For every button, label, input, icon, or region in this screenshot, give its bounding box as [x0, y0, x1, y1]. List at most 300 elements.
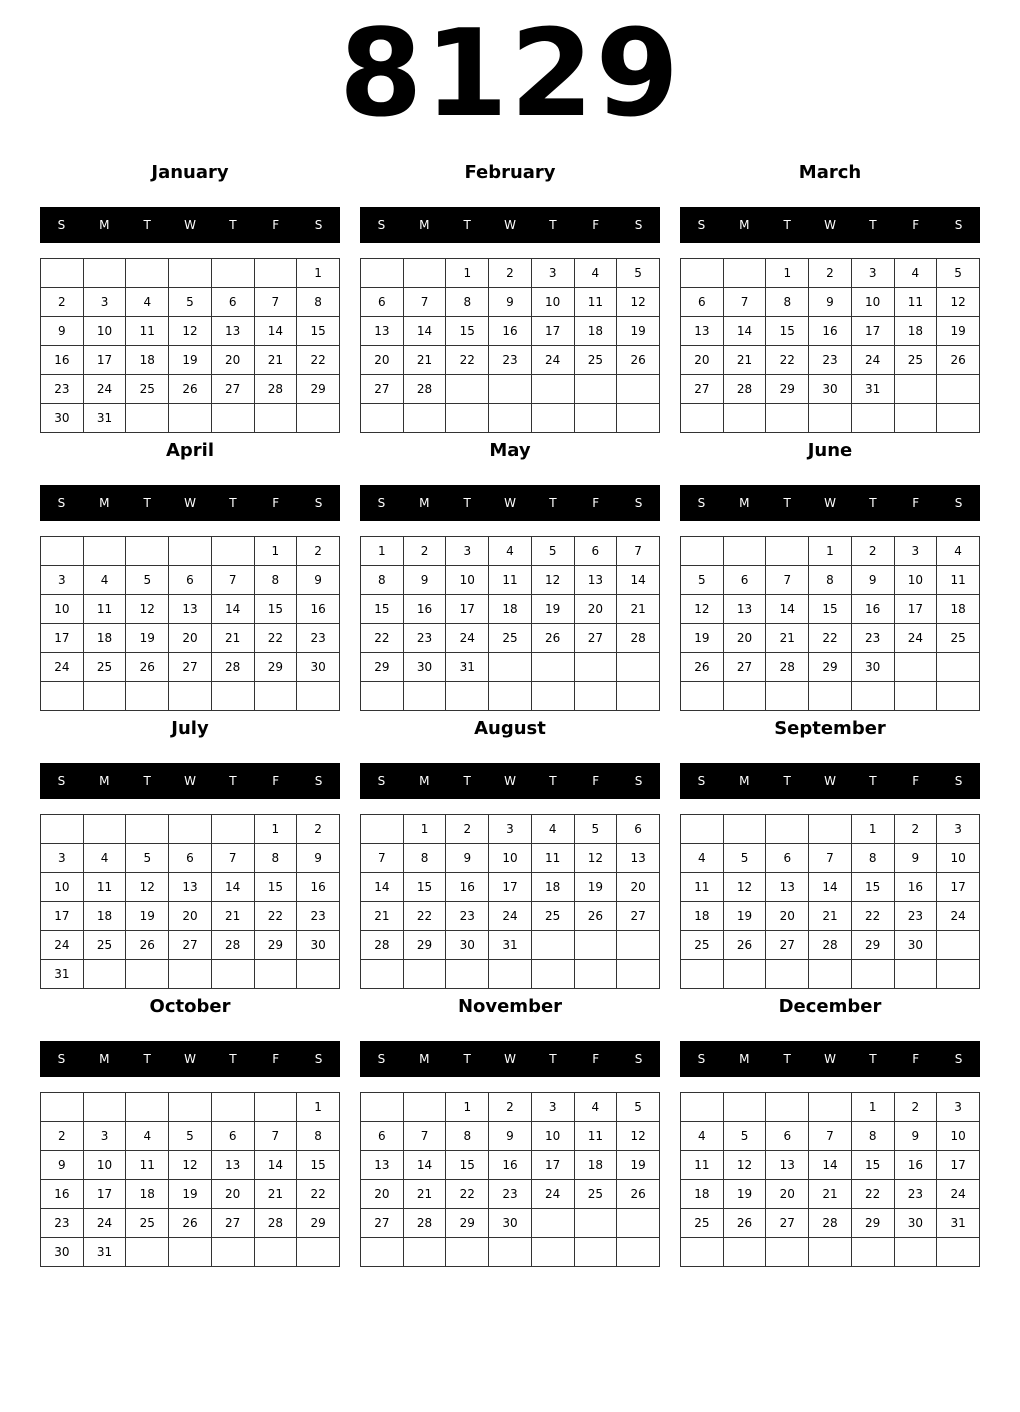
- day-cell: 7: [211, 844, 254, 873]
- day-cell: 30: [489, 1209, 532, 1238]
- day-cell: [723, 404, 766, 433]
- day-cell: 30: [297, 653, 340, 682]
- day-cell: 2: [894, 815, 937, 844]
- day-cell: 12: [126, 595, 169, 624]
- day-cell: 15: [403, 873, 446, 902]
- day-cell: 5: [681, 566, 724, 595]
- day-cell: [126, 1238, 169, 1267]
- day-cell: 3: [894, 537, 937, 566]
- week-row: [361, 1238, 660, 1267]
- day-cell: [723, 1238, 766, 1267]
- day-cell: 21: [254, 346, 297, 375]
- day-cell: [446, 375, 489, 404]
- day-cell: 1: [766, 259, 809, 288]
- week-row: [41, 566, 340, 595]
- day-cell: [531, 1209, 574, 1238]
- day-cell: [766, 682, 809, 711]
- day-cell: 27: [681, 375, 724, 404]
- day-cell: [403, 1238, 446, 1267]
- weekday-label: S: [634, 774, 643, 788]
- day-cell: 2: [446, 815, 489, 844]
- day-cell: 1: [446, 1093, 489, 1122]
- day-cell: 1: [361, 537, 404, 566]
- day-cell: [83, 682, 126, 711]
- day-cell: 7: [254, 1122, 297, 1151]
- day-cell: [574, 375, 617, 404]
- day-cell: 27: [766, 931, 809, 960]
- weekday-label: M: [99, 774, 110, 788]
- day-cell: [169, 259, 212, 288]
- day-cell: 23: [489, 1180, 532, 1209]
- day-cell: 10: [83, 1151, 126, 1180]
- day-cell: [531, 375, 574, 404]
- day-cell: 9: [489, 1122, 532, 1151]
- weekday-label: T: [869, 1052, 877, 1066]
- weekday-label: T: [229, 1052, 237, 1066]
- day-grid: [360, 1092, 660, 1267]
- day-cell: [169, 537, 212, 566]
- weekday-label: S: [314, 496, 323, 510]
- day-cell: 24: [894, 624, 937, 653]
- day-cell: 20: [681, 346, 724, 375]
- week-row: [681, 1122, 980, 1151]
- day-cell: 8: [254, 844, 297, 873]
- day-cell: 24: [531, 346, 574, 375]
- day-cell: 2: [851, 537, 894, 566]
- day-cell: 28: [361, 931, 404, 960]
- day-cell: 16: [489, 1151, 532, 1180]
- day-cell: [894, 1238, 937, 1267]
- day-cell: [169, 1238, 212, 1267]
- day-cell: 7: [211, 566, 254, 595]
- day-cell: [254, 404, 297, 433]
- weekday-label: F: [592, 496, 600, 510]
- day-cell: [83, 537, 126, 566]
- week-row: [681, 537, 980, 566]
- day-cell: 17: [531, 1151, 574, 1180]
- day-cell: 2: [41, 288, 84, 317]
- day-cell: [297, 1238, 340, 1267]
- day-cell: 26: [574, 902, 617, 931]
- weekday-label: M: [739, 218, 750, 232]
- weekday-label: W: [184, 1052, 196, 1066]
- week-row: [361, 375, 660, 404]
- day-grid: [680, 258, 980, 433]
- day-cell: 19: [574, 873, 617, 902]
- day-cell: 31: [489, 931, 532, 960]
- day-cell: 6: [766, 844, 809, 873]
- day-cell: [126, 682, 169, 711]
- weekday-label: W: [504, 774, 516, 788]
- day-cell: 2: [809, 259, 852, 288]
- day-cell: [851, 682, 894, 711]
- day-cell: 15: [809, 595, 852, 624]
- day-cell: 28: [403, 1209, 446, 1238]
- week-row: [361, 259, 660, 288]
- day-cell: 15: [851, 873, 894, 902]
- day-cell: 10: [851, 288, 894, 317]
- day-cell: 17: [446, 595, 489, 624]
- day-cell: 15: [446, 317, 489, 346]
- day-cell: 25: [489, 624, 532, 653]
- day-cell: 8: [851, 1122, 894, 1151]
- day-cell: 1: [254, 815, 297, 844]
- day-cell: 18: [531, 873, 574, 902]
- day-cell: 22: [254, 902, 297, 931]
- day-cell: 17: [83, 346, 126, 375]
- day-cell: 15: [361, 595, 404, 624]
- day-cell: [361, 1093, 404, 1122]
- day-cell: 28: [211, 931, 254, 960]
- day-cell: 24: [83, 375, 126, 404]
- day-cell: 20: [169, 902, 212, 931]
- day-cell: 18: [574, 317, 617, 346]
- week-row: [681, 873, 980, 902]
- weekday-header: [40, 763, 340, 799]
- day-cell: 22: [851, 902, 894, 931]
- day-cell: [211, 815, 254, 844]
- day-cell: 24: [83, 1209, 126, 1238]
- weekday-label: T: [463, 218, 471, 232]
- day-cell: [489, 960, 532, 989]
- weekday-label: T: [229, 218, 237, 232]
- day-cell: 16: [403, 595, 446, 624]
- weekday-label: F: [272, 1052, 280, 1066]
- day-cell: 30: [446, 931, 489, 960]
- day-cell: 11: [83, 873, 126, 902]
- day-cell: 28: [809, 931, 852, 960]
- day-cell: [403, 1093, 446, 1122]
- week-row: [41, 537, 340, 566]
- day-cell: 5: [126, 566, 169, 595]
- day-cell: 22: [403, 902, 446, 931]
- day-cell: 8: [297, 1122, 340, 1151]
- day-cell: 13: [361, 1151, 404, 1180]
- day-cell: 31: [937, 1209, 980, 1238]
- day-cell: 29: [254, 653, 297, 682]
- week-row: [361, 288, 660, 317]
- day-cell: 12: [574, 844, 617, 873]
- week-row: [681, 404, 980, 433]
- day-cell: 26: [126, 653, 169, 682]
- day-cell: 24: [851, 346, 894, 375]
- day-cell: [617, 404, 660, 433]
- day-cell: [851, 404, 894, 433]
- day-cell: 10: [41, 595, 84, 624]
- day-cell: 21: [403, 1180, 446, 1209]
- day-cell: [126, 537, 169, 566]
- day-cell: 25: [83, 653, 126, 682]
- day-cell: 25: [531, 902, 574, 931]
- day-cell: 3: [937, 815, 980, 844]
- day-cell: 31: [83, 1238, 126, 1267]
- day-cell: 2: [894, 1093, 937, 1122]
- week-row: [681, 624, 980, 653]
- day-cell: [297, 960, 340, 989]
- day-cell: 22: [809, 624, 852, 653]
- week-row: [681, 960, 980, 989]
- day-grid: [40, 258, 340, 433]
- week-row: [361, 844, 660, 873]
- day-cell: 18: [894, 317, 937, 346]
- weekday-label: S: [954, 218, 963, 232]
- weekday-label: W: [824, 774, 836, 788]
- day-cell: [126, 815, 169, 844]
- day-cell: 16: [41, 346, 84, 375]
- day-cell: 26: [937, 346, 980, 375]
- week-row: [361, 1151, 660, 1180]
- day-cell: 18: [681, 902, 724, 931]
- day-cell: 17: [41, 624, 84, 653]
- day-cell: 16: [809, 317, 852, 346]
- week-row: [361, 931, 660, 960]
- day-cell: 27: [766, 1209, 809, 1238]
- weekday-label: S: [634, 496, 643, 510]
- day-cell: 16: [894, 1151, 937, 1180]
- day-cell: 21: [211, 624, 254, 653]
- weekday-label: F: [592, 218, 600, 232]
- day-cell: 14: [254, 1151, 297, 1180]
- weekday-label: S: [314, 218, 323, 232]
- weekday-label: T: [549, 1052, 557, 1066]
- day-cell: [574, 1209, 617, 1238]
- week-row: [41, 1151, 340, 1180]
- day-cell: [766, 1238, 809, 1267]
- day-cell: [531, 404, 574, 433]
- day-cell: 11: [574, 288, 617, 317]
- day-cell: [681, 259, 724, 288]
- week-row: [41, 1093, 340, 1122]
- weekday-label: F: [592, 1052, 600, 1066]
- day-cell: [489, 682, 532, 711]
- day-cell: 30: [894, 1209, 937, 1238]
- day-cell: [83, 259, 126, 288]
- day-cell: [531, 682, 574, 711]
- day-cell: 27: [617, 902, 660, 931]
- day-cell: 12: [681, 595, 724, 624]
- day-cell: 16: [489, 317, 532, 346]
- day-cell: [809, 682, 852, 711]
- day-cell: 5: [169, 288, 212, 317]
- day-cell: 15: [766, 317, 809, 346]
- month-title: February: [464, 162, 556, 183]
- day-cell: 1: [809, 537, 852, 566]
- day-cell: 7: [617, 537, 660, 566]
- weekday-label: T: [143, 218, 151, 232]
- day-cell: 26: [617, 346, 660, 375]
- day-cell: 12: [617, 1122, 660, 1151]
- day-cell: 6: [211, 1122, 254, 1151]
- day-cell: 16: [894, 873, 937, 902]
- day-cell: 17: [83, 1180, 126, 1209]
- day-cell: 18: [937, 595, 980, 624]
- week-row: [41, 682, 340, 711]
- day-cell: 11: [574, 1122, 617, 1151]
- weekday-label: T: [143, 1052, 151, 1066]
- day-cell: 5: [574, 815, 617, 844]
- weekday-label: W: [184, 496, 196, 510]
- day-cell: 22: [851, 1180, 894, 1209]
- day-cell: 7: [809, 844, 852, 873]
- day-cell: [894, 682, 937, 711]
- day-cell: [809, 815, 852, 844]
- day-cell: 27: [361, 1209, 404, 1238]
- day-cell: 22: [446, 1180, 489, 1209]
- week-row: [361, 1122, 660, 1151]
- day-cell: 20: [361, 346, 404, 375]
- day-cell: [446, 404, 489, 433]
- day-cell: 21: [766, 624, 809, 653]
- day-cell: [574, 682, 617, 711]
- day-cell: [617, 375, 660, 404]
- day-cell: 28: [723, 375, 766, 404]
- weekday-label: T: [143, 496, 151, 510]
- day-cell: 31: [83, 404, 126, 433]
- day-cell: [617, 653, 660, 682]
- day-cell: 28: [766, 653, 809, 682]
- day-cell: [41, 259, 84, 288]
- day-cell: 22: [361, 624, 404, 653]
- week-row: [361, 624, 660, 653]
- day-cell: 13: [211, 1151, 254, 1180]
- weekday-label: S: [954, 774, 963, 788]
- day-cell: 10: [937, 844, 980, 873]
- week-row: [681, 815, 980, 844]
- day-cell: 11: [531, 844, 574, 873]
- day-cell: [937, 404, 980, 433]
- day-cell: 4: [83, 566, 126, 595]
- day-cell: [489, 375, 532, 404]
- day-cell: 25: [126, 1209, 169, 1238]
- day-cell: 17: [41, 902, 84, 931]
- day-cell: 15: [297, 317, 340, 346]
- day-cell: 4: [83, 844, 126, 873]
- day-cell: 21: [723, 346, 766, 375]
- day-cell: [211, 1238, 254, 1267]
- day-cell: 18: [126, 346, 169, 375]
- day-cell: [361, 815, 404, 844]
- day-cell: 14: [254, 317, 297, 346]
- day-cell: 21: [254, 1180, 297, 1209]
- day-grid: [40, 536, 340, 711]
- weekday-label: F: [912, 218, 920, 232]
- week-row: [41, 317, 340, 346]
- day-cell: 15: [851, 1151, 894, 1180]
- day-cell: 1: [446, 259, 489, 288]
- day-cell: 1: [851, 1093, 894, 1122]
- week-row: [681, 1209, 980, 1238]
- week-row: [41, 844, 340, 873]
- day-cell: 23: [41, 375, 84, 404]
- week-row: [41, 259, 340, 288]
- day-cell: 19: [126, 902, 169, 931]
- day-cell: [361, 682, 404, 711]
- day-cell: 21: [361, 902, 404, 931]
- day-cell: 30: [851, 653, 894, 682]
- day-cell: 12: [723, 1151, 766, 1180]
- day-cell: 29: [766, 375, 809, 404]
- day-cell: 20: [361, 1180, 404, 1209]
- day-cell: [169, 815, 212, 844]
- weekday-label: S: [57, 1052, 66, 1066]
- day-cell: 15: [446, 1151, 489, 1180]
- day-cell: [41, 815, 84, 844]
- day-grid: [360, 258, 660, 433]
- day-cell: [723, 682, 766, 711]
- weekday-label: S: [634, 218, 643, 232]
- day-cell: [681, 682, 724, 711]
- day-cell: [574, 960, 617, 989]
- day-cell: [254, 682, 297, 711]
- day-cell: 9: [851, 566, 894, 595]
- day-cell: 18: [126, 1180, 169, 1209]
- day-cell: 23: [894, 1180, 937, 1209]
- day-cell: 13: [617, 844, 660, 873]
- day-cell: [126, 404, 169, 433]
- weekday-label: S: [377, 496, 386, 510]
- week-row: [681, 288, 980, 317]
- day-cell: 19: [169, 346, 212, 375]
- weekday-label: W: [504, 218, 516, 232]
- week-row: [681, 682, 980, 711]
- day-cell: 22: [766, 346, 809, 375]
- day-cell: [169, 404, 212, 433]
- day-cell: [254, 259, 297, 288]
- day-cell: 20: [617, 873, 660, 902]
- day-cell: 4: [574, 1093, 617, 1122]
- day-cell: [723, 537, 766, 566]
- day-cell: 25: [574, 1180, 617, 1209]
- day-cell: 24: [937, 1180, 980, 1209]
- week-row: [361, 537, 660, 566]
- weekday-label: M: [99, 496, 110, 510]
- month-title: June: [807, 440, 853, 461]
- weekday-label: S: [954, 496, 963, 510]
- weekday-label: S: [57, 218, 66, 232]
- day-cell: 12: [617, 288, 660, 317]
- day-cell: 2: [489, 259, 532, 288]
- day-cell: [361, 404, 404, 433]
- day-cell: 14: [211, 595, 254, 624]
- day-cell: 7: [809, 1122, 852, 1151]
- day-cell: [681, 404, 724, 433]
- week-row: [361, 566, 660, 595]
- day-cell: 26: [681, 653, 724, 682]
- day-cell: [403, 404, 446, 433]
- weekday-label: W: [824, 496, 836, 510]
- weekday-header: [680, 207, 980, 243]
- day-cell: 3: [531, 259, 574, 288]
- day-cell: 4: [126, 288, 169, 317]
- day-cell: [531, 931, 574, 960]
- day-cell: 28: [809, 1209, 852, 1238]
- day-cell: 19: [126, 624, 169, 653]
- day-cell: 7: [723, 288, 766, 317]
- day-cell: [361, 1238, 404, 1267]
- day-cell: 20: [766, 902, 809, 931]
- day-cell: [894, 653, 937, 682]
- day-cell: 9: [403, 566, 446, 595]
- day-cell: [681, 1238, 724, 1267]
- day-cell: 23: [297, 902, 340, 931]
- day-cell: [574, 1238, 617, 1267]
- day-cell: 24: [489, 902, 532, 931]
- week-row: [361, 595, 660, 624]
- day-cell: 14: [211, 873, 254, 902]
- day-cell: 20: [169, 624, 212, 653]
- day-cell: 14: [766, 595, 809, 624]
- weekday-header: [680, 1041, 980, 1077]
